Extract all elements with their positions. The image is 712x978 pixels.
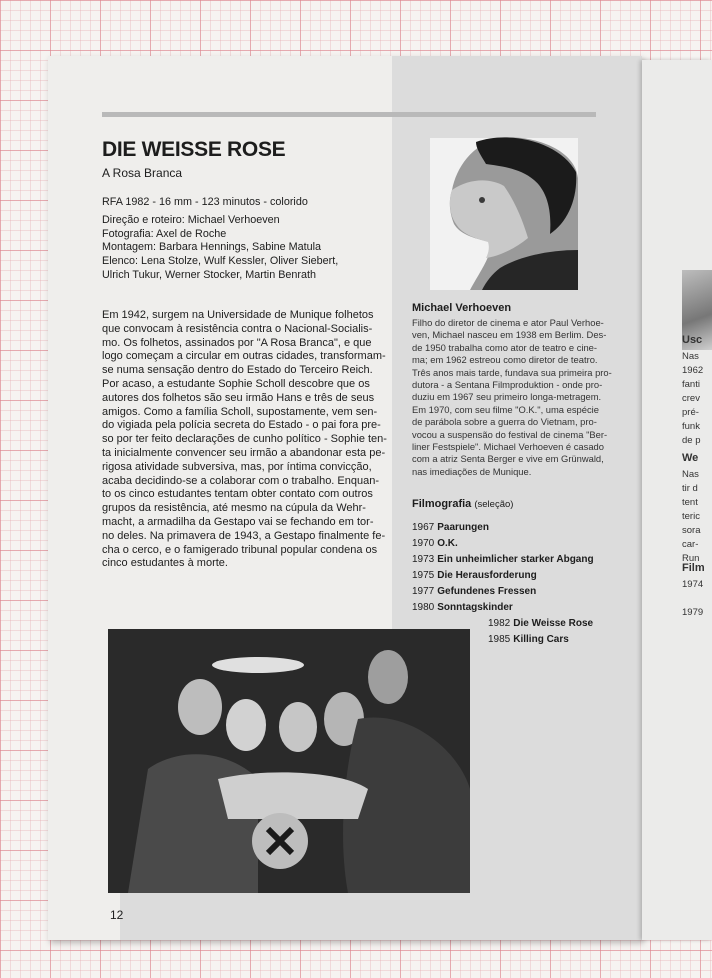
synopsis-line: do vigiada pela polícia secreta do Estado - o pai fora pre- — [102, 419, 381, 432]
synopsis-line: Em 1942, surgem na Universidade de Munique folhetos — [102, 309, 374, 321]
header-rule — [102, 112, 596, 117]
next-page-fragment: Usc — [682, 334, 703, 346]
film-name: Sonntagskinder — [437, 602, 513, 613]
film-year: 1975 — [412, 570, 435, 581]
next-page-fragment: 1962 — [682, 365, 704, 376]
synopsis-line: to os cinco estudantes tentam obter contato com outros — [102, 488, 373, 501]
synopsis-line: grupos da resistência, até mesmo na cúpula da Wehr- — [102, 502, 366, 515]
bio-line: Filho do diretor de cinema e ator Paul Verhoe- — [412, 317, 604, 328]
film-still-illustration — [108, 629, 470, 893]
next-page-fragment: We — [682, 452, 699, 464]
film-name: Die Weisse Rose — [513, 618, 594, 629]
filmography-entry — [412, 584, 594, 600]
next-page-fragment: Film — [682, 562, 705, 574]
next-page-fragment: 1974 — [682, 579, 704, 590]
filmography-heading — [412, 498, 513, 510]
next-page-fragment: car- — [682, 539, 699, 550]
next-page-fragment: teric — [682, 511, 700, 522]
next-page-fragment: crev — [682, 393, 700, 404]
next-page-fragment: pré- — [682, 407, 699, 418]
credit-line: Elenco: Lena Stolze, Wulf Kessler, Oliver Siebert, — [102, 255, 339, 268]
synopsis-line: logo começam a circular em outras cidades, transformam- — [102, 350, 386, 363]
synopsis-line: cha o cerco, e o famigerado tribunal popular condena os — [102, 543, 378, 556]
filmography-entry — [412, 536, 594, 552]
director-name: Michael Verhoeven — [412, 302, 512, 314]
next-page-fragment: tent — [682, 497, 698, 508]
film-name: Killing Cars — [513, 634, 569, 645]
director-bio — [412, 317, 612, 478]
credit-line: Ulrich Tukur, Werner Stocker, Martin Benrath — [102, 268, 317, 281]
filmography-note: (seleção) — [474, 499, 514, 510]
synopsis-line: que convocam à resistência contra o Nacional-Socialis- — [102, 322, 373, 335]
synopsis-line: autores dos folhetos são seu irmão Hans e três de seus — [102, 391, 375, 404]
bio-line: dutora - a Sentana Filmproduktion - onde pro- — [412, 379, 603, 391]
credit-line: Montagem: Barbara Hennings, Sabine Matula — [102, 241, 322, 254]
filmography-entry — [412, 552, 594, 568]
bio-line: Três anos mais tarde, fundava sua primeira pro- — [412, 366, 612, 378]
film-year: 1967 — [412, 522, 435, 533]
synopsis-line: Por acaso, a estudante Sophie Scholl descobre que os — [102, 377, 370, 390]
film-still-photo — [108, 629, 470, 893]
bio-line: de parábola sobre a guerra do Vietnam, pro- — [412, 416, 597, 428]
next-page-fragment: 1979 — [682, 607, 704, 618]
credit-line: RFA 1982 - 16 mm - 123 minutos - colorido — [102, 196, 308, 208]
next-page-fragment: funk — [682, 421, 700, 432]
next-page-fragment: Nas — [682, 351, 699, 362]
bio-line: de 1950 trabalha como ator de teatro e cine- — [412, 341, 598, 353]
director-portrait-photo — [430, 138, 578, 290]
synopsis-line: mo. Os folhetos, assinados por "A Rosa Branca", e que — [102, 336, 372, 349]
next-page-edge — [642, 60, 712, 940]
film-name: Ein unheimlicher starker Abgang — [437, 554, 594, 565]
brochure-page — [48, 56, 642, 940]
next-page-fragment: sora — [682, 525, 701, 536]
credit-line: Direção e roteiro: Michael Verhoeven — [102, 213, 280, 226]
film-name: O.K. — [437, 538, 458, 549]
film-year: 1973 — [412, 554, 435, 565]
film-year: 1977 — [412, 586, 435, 597]
bio-line: ma; em 1962 estreou como diretor de teatro. — [412, 354, 598, 366]
next-page-fragment: Run — [682, 553, 700, 564]
film-name: Gefundenes Fressen — [437, 586, 537, 597]
film-name: Die Herausforderung — [437, 570, 537, 581]
synopsis-line: macht, a armadilha da Gestapo vai se fechando em tor- — [102, 515, 374, 528]
bio-line: ven, Michael nasceu em 1938 em Berlim. Des- — [412, 329, 607, 341]
filmography-title: Filmografia — [412, 498, 472, 510]
next-page-fragment: de p — [682, 435, 701, 446]
film-year: 1980 — [412, 602, 435, 613]
filmography-entry — [488, 632, 594, 648]
synopsis-line: rigosa atividade subversiva, mas, por íntima convicção, — [102, 460, 372, 473]
credit-line: Fotografia: Axel de Roche — [102, 227, 227, 240]
synopsis-line: se numa sensação dentro do Estado do Terceiro Reich. — [102, 364, 373, 377]
next-page-fragment: tir d — [682, 483, 698, 494]
page-number: 12 — [110, 908, 124, 922]
bio-line: duziu em 1967 seu primeiro longa-metragem. — [412, 391, 602, 403]
bio-line: liner Festspiele". Michael Verhoeven é casado — [412, 441, 604, 453]
film-year: 1982 — [488, 618, 511, 629]
synopsis-line: ta inicialmente convencer seu irmão a abandonar esta pe- — [102, 446, 386, 459]
film-year: 1985 — [488, 634, 511, 645]
portrait-illustration — [430, 138, 578, 290]
film-synopsis — [102, 309, 387, 571]
next-page-fragment: fanti — [682, 379, 700, 390]
bio-line: nas imediações de Munique. — [412, 465, 532, 477]
filmography-entry — [488, 616, 594, 632]
film-name: Paarungen — [437, 522, 489, 533]
bio-line: vocou a suspensão do festival de cinema "Ber- — [412, 428, 608, 440]
film-year: 1970 — [412, 538, 435, 549]
filmography-entry — [412, 520, 594, 536]
synopsis-line: cinco estudantes à morte. — [102, 557, 228, 570]
next-page-fragment: Nas — [682, 469, 699, 480]
filmography-entry — [412, 568, 594, 584]
film-title: DIE WEISSE ROSE — [102, 138, 286, 161]
filmography-entry — [412, 600, 594, 616]
film-subtitle: A Rosa Branca — [102, 166, 183, 180]
synopsis-line: so por ter feito declarações de cunho político - Sophie ten- — [102, 433, 387, 446]
bio-line: com a atriz Senta Berger e vive em Grünwald, — [412, 453, 604, 465]
synopsis-line: acaba decidindo-se a colaborar com o trabalho. Enquan- — [102, 474, 380, 487]
synopsis-line: no deles. Na primavera de 1943, a Gestapo finalmente fe- — [102, 529, 386, 542]
synopsis-line: amigos. Como a família Scholl, supostamente, vem sen- — [102, 405, 378, 418]
bio-line: Em 1970, com seu filme "O.K.", uma espécie — [412, 403, 599, 415]
film-credits — [102, 196, 338, 283]
